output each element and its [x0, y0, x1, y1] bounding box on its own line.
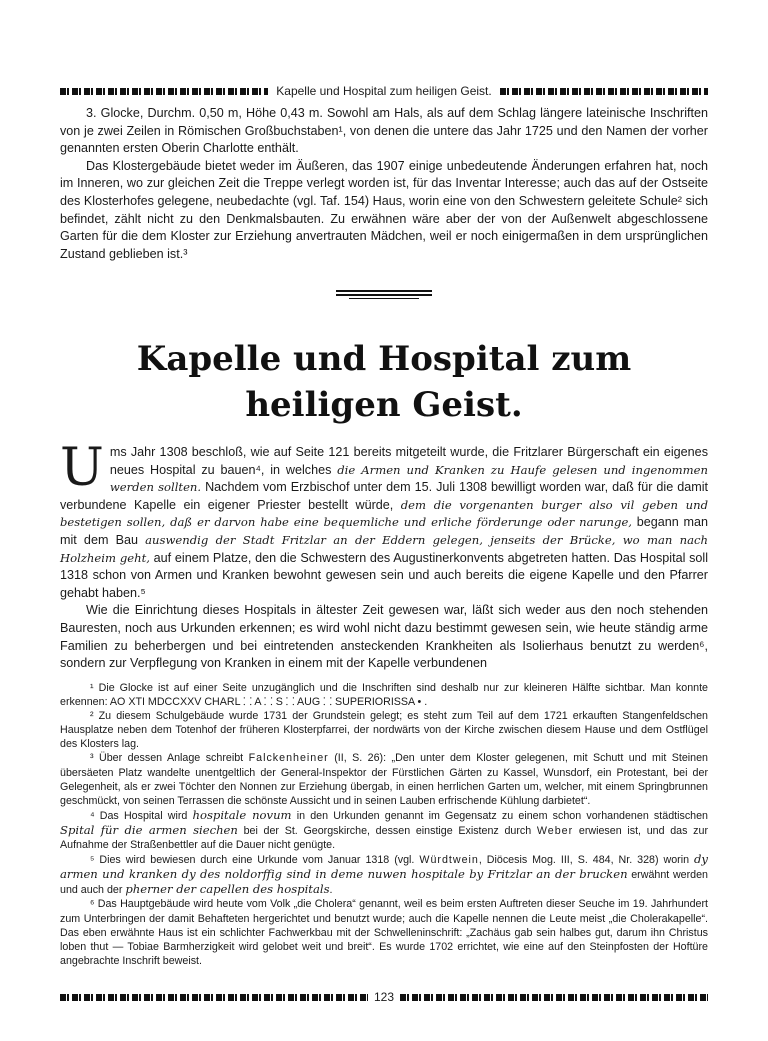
footnote-2: ² Zu diesem Schulgebäude wurde 1731 der Grundstein gelegt; es steht zum Teil auf dem 1721 erkauften Stangenfeldschen Hausplatze neben dem Totenhof der früheren Klosterpfarrei, der nordwärts von der Kirche zwischen diesem Hause und dem Ostflügel des Klosters lag. — [60, 710, 708, 751]
top-text-block — [60, 105, 708, 263]
footnote-5: ⁵ Dies wird bewiesen durch eine Urkunde vom Januar 1318 (vgl. Würdtwein, Diöcesis Mog. III, S. 484, Nr. 328) worin dy armen und kranken dy des noldorffig sind in deme nuwen hospitale by Fritzlar an der brucken erwähnt werden und auch der pherner der capellen des hospitals. — [60, 852, 708, 897]
ornament-border-right — [400, 994, 708, 1001]
ornament-border-right — [500, 88, 708, 95]
section-divider — [336, 290, 432, 301]
section-text-block — [60, 438, 709, 673]
paragraph-bell: 3. Glocke, Durchm. 0,50 m, Höhe 0,43 m. Sowohl am Hals, als auf dem Schlag längere lateinische Inschriften von je zwei Zeilen in Römischen Großbuchstaben¹, von denen die untere das Jahr 1725 und den Namen der vorher genannten ersten Oberin Charlotte enthält. — [60, 106, 708, 156]
footnote-6: ⁶ Das Hauptgebäude wird heute vom Volk „die Cholera“ genannt, weil es beim ersten Auftreten dieser Seuche im 19. Jahrhundert zum Unterbringen der damit Behafteten hergerichtet und benutzt wurde; auch die Kapelle nennen die Leute meist „die Cholerakapelle“. Das eben erwähnte Haus ist ein schlichter Fachwerkbau mit der Schwelleninschrift: „Zachäus gab sein halbes gut, darum ihn Christus loben thut — Tobiae Barmherzigkeit wird gelobet weit und breit“. Es wurde 1702 errichtet, wie eine auf den Steinpfosten der Hoftüre angebrachte Inschrift beweist. — [60, 898, 708, 967]
quote-old-german: dem die vorgenanten burger also vil geben und bestetigen sollen, daß er darvon habe eine bequemliche und erliche förderunge oder narunge, — [60, 497, 708, 530]
paragraph-hospital-use: Wie die Einrichtung dieses Hospitals in ältester Zeit gewesen war, läßt sich weder aus den noch stehenden Bauresten, noch aus Urkunden erkennen; es wird wohl nicht dazu bestimmt gewesen sein, wie heute ständig arme Familien zu beherbergen und bei eintretenden ansteckenden Krankheiten als Isolierhaus benutzt zu werden⁶, sondern zur Verpflegung von Kranken in einem mit der Kapelle verbundenen — [60, 603, 708, 671]
page-number: 123 — [373, 990, 395, 1004]
running-head-title: Kapelle und Hospital zum heiligen Geist. — [276, 84, 492, 98]
paragraph-monastery: Das Klostergebäude bietet weder im Äußeren, das 1907 einige unbedeutende Änderungen erfahren hat, noch im Inneren, wo zur gleichen Zeit die Treppe verlegt worden ist, für das Inventar Interesse; auch das auf der Ostseite des Klosterhofes gelegene, neubedachte (vgl. Taf. 154) Haus, worin eine von den Schwestern geleitete Schule² sich befindet, zählt nicht zu den Denkmalsbauten. Zu erwähnen wäre aber der von der Außenwelt abgeschlossene Garten für die dem Kloster zur Erziehung anvertrauten Mädchen, weil er noch einigermaßen in dem ursprünglichen Zustand geblieben ist.³ — [60, 158, 708, 261]
paragraph-hospital-founding: Ums Jahr 1308 beschloß, wie auf Seite 121 bereits mitgeteilt wurde, die Fritzlarer Bürgerschaft ein eigenes neues Hospital zu bauen⁴, in welches die Armen und Kranken zu Haufe gelesen und ingenommen werden sollten. Nachdem vom Erzbischof unter dem 15. Juli 1308 bewilligt worden war, daß für die damit verbundene Kapelle ein eigener Priester bestellt würde, dem die vorgenanten burger also vil geben und bestetigen sollen, daß er darvon habe eine bequemliche und erliche förderunge oder narunge, begann man mit dem Bau auswendig der Stadt Fritzlar an der Eddern gelegen, jenseits der Brücke, wo man nach Holzheim geht, auf einem Platze, den die Schwestern des Augustinerkonvents abgetreten hatten. Das Hospital soll 1318 schon von Armen und Kranken bewohnt gewesen sein und auch bereits die eigene Kapelle und den Pfarrer gehabt haben.⁵ — [60, 438, 709, 600]
footnote-1: ¹ Die Glocke ist auf einer Seite unzugänglich und die Inschriften sind deshalb nur zur kleineren Hälfte sichtbar. Man konnte erkennen: AO XTI MDCCXXV CHARL ⸬ A ⸬ S ⸬ AUG ⸬ SUPERIORISSA • . — [60, 682, 708, 709]
section-title: Kapelle und Hospital zum heiligen Geist. — [136, 339, 632, 425]
footnotes — [60, 681, 708, 968]
quote-old-german: auswendig der Stadt Fritzlar an der Eddern gelegen, jenseits der Brücke, wo man nach Holzheim geht, — [60, 532, 708, 565]
ornament-border-left — [60, 88, 268, 95]
running-head — [60, 84, 708, 98]
page-footer — [60, 990, 708, 1004]
ornament-border-left — [60, 994, 368, 1001]
drop-cap: U — [60, 438, 104, 498]
quote-old-german: die Armen und Kranken zu Haufe gelesen und ingenommen werden sollten. — [109, 462, 708, 495]
footnote-4: ⁴ Das Hospital wird hospitale novum in den Urkunden genannt im Gegensatz zu einem schon vorhandenen städtischen Spital für die armen siechen bei der St. Georgskirche, dessen einstige Existenz durch Weber erwiesen ist, und das zur Aufnahme der Straßenbettler auf die Dauer nicht genügte. — [60, 807, 709, 852]
footnote-3: ³ Über dessen Anlage schreibt Falckenheiner (II, S. 26): „Den unter dem Kloster gelegenen, mit Schutt und mit Steinen übersäeten Platz wandelte unentgeltlich der General-Inspektor der Fürstlichen Gärten zu Kassel, Wunsdorf, ein Protestant, bei der Gelegenheit, als er zwei Töchter den Nonnen zur Erziehung übergab, in einen herrlichen Garten um, welcher, mit einem Springbrunnen geschmückt, von seinen Terrassen die schönste Aussicht und in seinen Lauben erfrischende Kühlung darbietet“. — [60, 752, 708, 807]
